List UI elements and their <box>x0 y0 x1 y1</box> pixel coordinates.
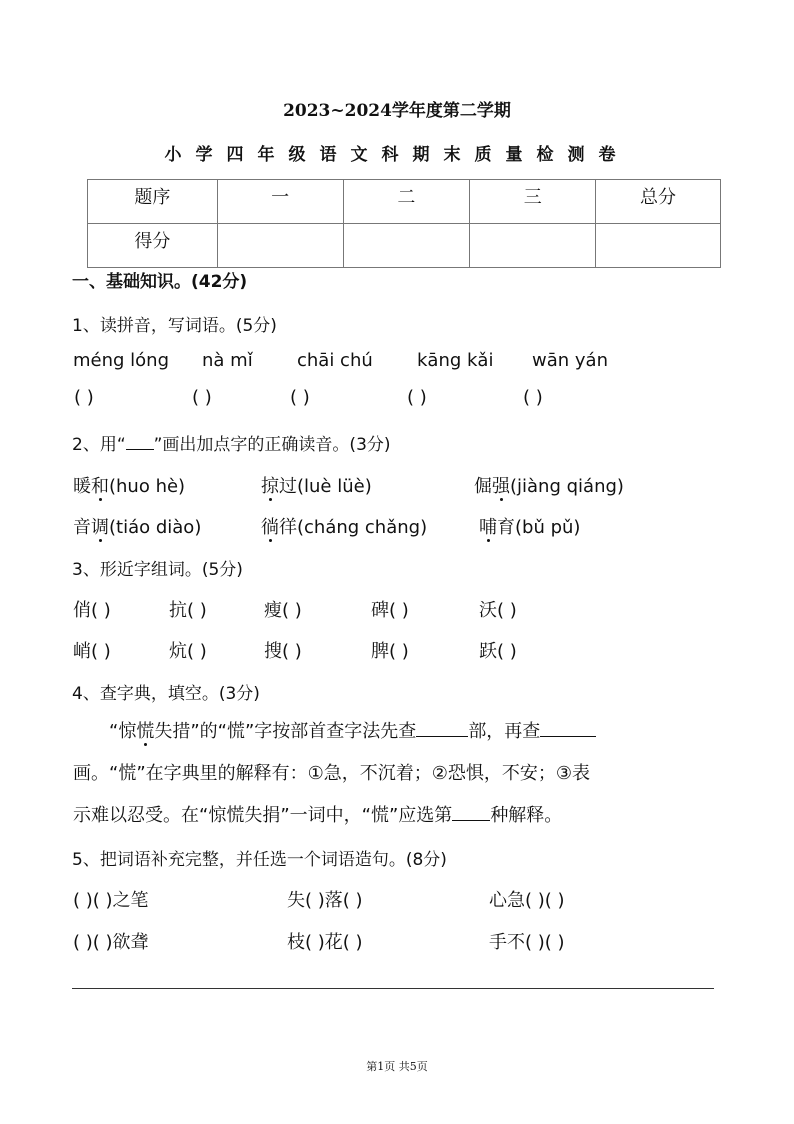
row-label-cell: 得分 <box>88 224 218 268</box>
q4-title: 4、查字典，填空。(3分) <box>72 684 260 704</box>
score-cell[interactable] <box>343 224 470 268</box>
sentence-writing-line[interactable] <box>72 988 714 989</box>
q5-idiom-blank[interactable]: 手不( )( ) <box>489 932 565 953</box>
q1-answer-bracket[interactable]: ( ) <box>407 387 427 408</box>
q3-word-blank[interactable]: 沃( ) <box>479 600 517 621</box>
q2-item: 掠过(luè lüè) <box>261 476 372 497</box>
exam-subtitle: 小学四年级语文科期末质量检测卷 <box>164 145 630 165</box>
q1-pinyin: wān yán <box>532 350 608 371</box>
q1-pinyin: chāi chú <box>297 350 373 371</box>
header-cell: 总分 <box>596 180 721 224</box>
q4-paragraph-line1: “惊慌失措”的“慌”字按部首查字法先查 部，再查 <box>109 713 596 751</box>
q4-paragraph-line2: 画。“慌”在字典里的解释有：①急，不沉着；②恐惧，不安；③表 <box>73 763 591 784</box>
q2-title: 2、用“ ”画出加点字的正确读音。(3分) <box>72 435 391 455</box>
score-table <box>87 179 721 268</box>
q2-item: 音调(tiáo diào) <box>73 517 202 538</box>
q4-blank-meaning[interactable] <box>452 806 490 821</box>
q1-answer-bracket[interactable]: ( ) <box>74 387 94 408</box>
exam-title: 2023~2024学年度第二学期 <box>283 101 511 121</box>
q1-pinyin: nà mǐ <box>202 350 253 371</box>
q3-word-blank[interactable]: 俏( ) <box>73 600 111 621</box>
score-cell[interactable] <box>596 224 721 268</box>
header-cell: 三 <box>470 180 596 224</box>
q4-blank-radical[interactable] <box>416 722 468 737</box>
score-table-score-row <box>88 224 721 268</box>
header-cell: 二 <box>343 180 470 224</box>
q2-item: 徜徉(cháng chǎng) <box>261 517 428 538</box>
q5-title: 5、把词语补充完整，并任选一个词语造句。(8分) <box>72 850 447 870</box>
q4-blank-strokes[interactable] <box>540 722 596 737</box>
q3-word-blank[interactable]: 搜( ) <box>264 641 302 662</box>
header-cell: 一 <box>217 180 343 224</box>
q1-pinyin: kāng kǎi <box>417 350 494 371</box>
q3-word-blank[interactable]: 抗( ) <box>169 600 207 621</box>
q2-item: 哺育(bǔ pǔ) <box>479 517 581 538</box>
q4-paragraph-line3: 示难以忍受。在“惊慌失捐”一词中，“慌”应选第 种解释。 <box>73 805 563 826</box>
q5-idiom-blank[interactable]: 心急( )( ) <box>489 890 565 911</box>
q3-word-blank[interactable]: 峭( ) <box>73 641 111 662</box>
q3-word-blank[interactable]: 碑( ) <box>371 600 409 621</box>
q3-word-blank[interactable]: 跃( ) <box>479 641 517 662</box>
q5-idiom-blank[interactable]: 枝( )花( ) <box>287 932 363 953</box>
q3-title: 3、形近字组词。(5分) <box>72 560 243 580</box>
q3-word-blank[interactable]: 瘦( ) <box>264 600 302 621</box>
q1-title: 1、读拼音，写词语。(5分) <box>72 316 277 336</box>
q2-item: 暖和(huo hè) <box>73 476 186 497</box>
q5-idiom-blank[interactable]: ( )( )欲聋 <box>73 932 149 953</box>
score-cell[interactable] <box>217 224 343 268</box>
q1-pinyin: méng lóng <box>73 350 170 371</box>
q2-item: 倔强(jiàng qiáng) <box>474 476 624 497</box>
q5-idiom-blank[interactable]: 失( )落( ) <box>287 890 363 911</box>
score-cell[interactable] <box>470 224 596 268</box>
section1-title: 一、基础知识。(42分) <box>72 272 248 292</box>
q1-answer-bracket[interactable]: ( ) <box>523 387 543 408</box>
q1-answer-bracket[interactable]: ( ) <box>192 387 212 408</box>
q1-answer-bracket[interactable]: ( ) <box>290 387 310 408</box>
page-footer: 第1页 共5页 <box>366 1060 428 1073</box>
q5-idiom-blank[interactable]: ( )( )之笔 <box>73 890 149 911</box>
header-cell: 题序 <box>88 180 218 224</box>
q3-word-blank[interactable]: 脾( ) <box>371 641 409 662</box>
score-table-header-row <box>88 180 721 224</box>
q3-word-blank[interactable]: 炕( ) <box>169 641 207 662</box>
